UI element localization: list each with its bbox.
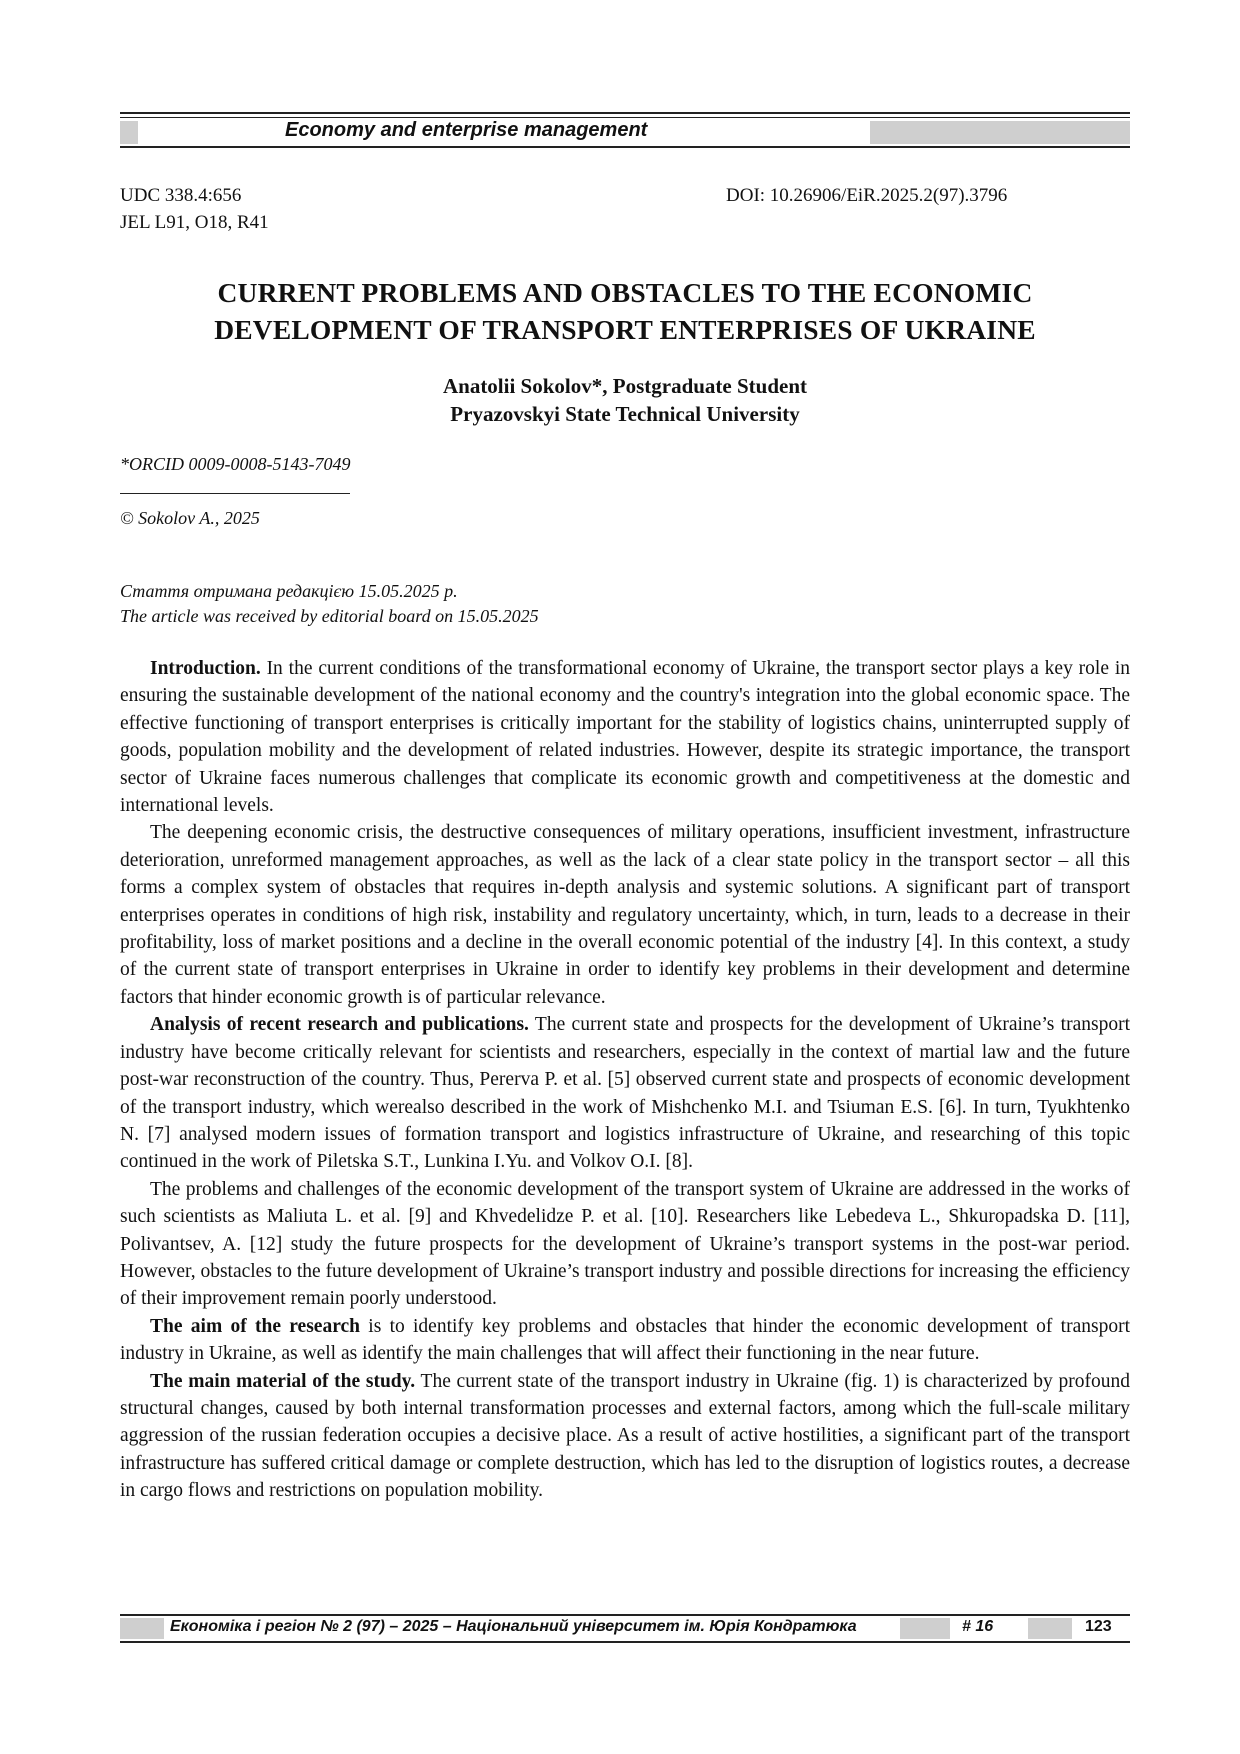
- page-number: 123: [1085, 1618, 1112, 1635]
- running-header: [120, 112, 1130, 148]
- paragraph-analysis: [120, 1011, 1130, 1175]
- footer-rule: [120, 1641, 1130, 1643]
- footer-shade: [1028, 1618, 1072, 1639]
- udc-code: UDC 338.4:656: [120, 185, 242, 206]
- footnote-rule: [120, 493, 350, 494]
- paragraph-heading: The aim of the research: [150, 1315, 361, 1337]
- article-meta: [120, 182, 1130, 240]
- paragraph-main-material: [120, 1368, 1130, 1505]
- classification-codes: [120, 182, 269, 236]
- paragraph-text: The problems and challenges of the economic development of the transport system of Ukraine are addressed in the works of such scientists as Maliuta L. et al. [9] and Khvedelidze P. et al. [10]. Researchers like Lebedeva L., Shkuropadska D. [11], Polivantsev, A. [12] study the future prospects for the development of Ukraine’s transport systems in the post-war period. However, obstacles to the future development of Ukraine’s transport industry and possible directions for increasing the efficiency of their improvement remain poorly understood.: [120, 1178, 1130, 1310]
- jel-code: JEL L91, O18, R41: [120, 212, 269, 233]
- paragraph-text: The current state and prospects for the development of Ukraine’s transport industry have become critically relevant for scientists and researchers, especially in the context of martial law and the future post-war reconstruction of the country. Thus, Pererva P. et al. [5] observed current state and prospects of economic development of the transport industry, which werealso described in the work of Mishchenko M.I. and Tsiuman E.S. [6]. In turn, Tyukhtenko N. [7] analysed modern issues of formation transport and logistics infrastructure of Ukraine, and researching of this topic continued in the work of Piletska S.T., Lunkina I.Yu. and Volkov O.I. [8].: [120, 1014, 1130, 1173]
- paragraph-text: The current state of the transport industry in Ukraine (fig. 1) is characterized by profound structural changes, caused by both internal transformation processes and external factors, among which the full-scale military aggression of the russian federation occupies a decisive place. As a result of active hostilities, a significant part of the transport infrastructure has suffered critical damage or complete destruction, which has led to the disruption of logistics routes, a decrease in cargo flows and restrictions on population mobility.: [120, 1370, 1130, 1502]
- paragraph-heading: Analysis of recent research and publications.: [150, 1014, 529, 1036]
- section-title: Economy and enterprise management: [285, 119, 648, 141]
- paragraph: [120, 1176, 1130, 1313]
- paragraph-aim: [120, 1313, 1130, 1368]
- paragraph-introduction: [120, 655, 1130, 819]
- received-en: The article was received by editorial board on 15.05.2025: [120, 606, 539, 626]
- page: [120, 112, 1130, 1505]
- paragraph-text: is to identify key problems and obstacles that hinder the economic development of transport industry in Ukraine, as well as identify the main challenges that will affect their functioning in the near future.: [120, 1315, 1130, 1365]
- copyright: © Sokolov A., 2025: [120, 508, 260, 528]
- footer-shade: [120, 1618, 164, 1639]
- paragraph-text: The deepening economic crisis, the destructive consequences of military operations, insufficient investment, infrastructure deterioration, unreformed management approaches, as well as the lack of a clear state policy in the transport sector – all this forms a complex system of obstacles that requires in-depth analysis and systemic solutions. A significant part of transport enterprises operates in conditions of high risk, instability and regulatory uncertainty, which, in turn, leads to a decrease in their profitability, loss of market positions and a decline in the overall economic potential of the industry [4]. In this context, a study of the current state of transport enterprises in Ukraine in order to identify key problems in their development and determine factors that hinder economic growth is of particular relevance.: [120, 822, 1130, 1008]
- footer-rule: [120, 1614, 1130, 1616]
- author-block: [120, 372, 1130, 428]
- author-name: Anatolii Sokolov*, Postgraduate Student: [442, 374, 808, 398]
- paragraph-text: In the current conditions of the transformational economy of Ukraine, the transport sector plays a key role in ensuring the sustainable development of the national economy and the country's integration into the global economic space. The effective functioning of transport enterprises is critically important for the stability of logistics chains, uninterrupted supply of goods, population mobility and the development of related industries. However, despite its strategic importance, the transport sector of Ukraine faces numerous challenges that complicate its economic growth and competitiveness at the domestic and international levels.: [120, 658, 1130, 817]
- paragraph: [120, 819, 1130, 1011]
- orcid: *ORCID 0009-0008-5143-7049: [120, 454, 351, 474]
- header-shade: [870, 121, 1130, 144]
- header-rule: [120, 112, 1130, 114]
- header-rule: [120, 146, 1130, 148]
- paragraph-heading: Introduction.: [150, 658, 261, 679]
- issue-number: # 16: [962, 1618, 994, 1635]
- header-rule: [120, 117, 1130, 118]
- article-body: [120, 655, 1130, 1505]
- doi: DOI: 10.26906/EiR.2025.2(97).3796: [726, 185, 1008, 206]
- received-ua: Стаття отримана редакцією 15.05.2025 р.: [120, 581, 458, 601]
- affiliation: Pryazovskyi State Technical University: [450, 402, 800, 426]
- paragraph-heading: The main material of the study.: [150, 1370, 416, 1392]
- header-shade: [120, 121, 138, 144]
- running-footer: [120, 1614, 1130, 1644]
- article-title: CURRENT PROBLEMS AND OBSTACLES TO THE ECONOMIC DEVELOPMENT OF TRANSPORT ENTERPRISES OF UKRAINE: [214, 277, 1036, 345]
- footer-shade: [900, 1618, 950, 1639]
- received-date: [120, 579, 1130, 629]
- journal-citation: Економіка і регіон № 2 (97) – 2025 – Національний університет ім. Юрія Кондратюка: [170, 1618, 857, 1635]
